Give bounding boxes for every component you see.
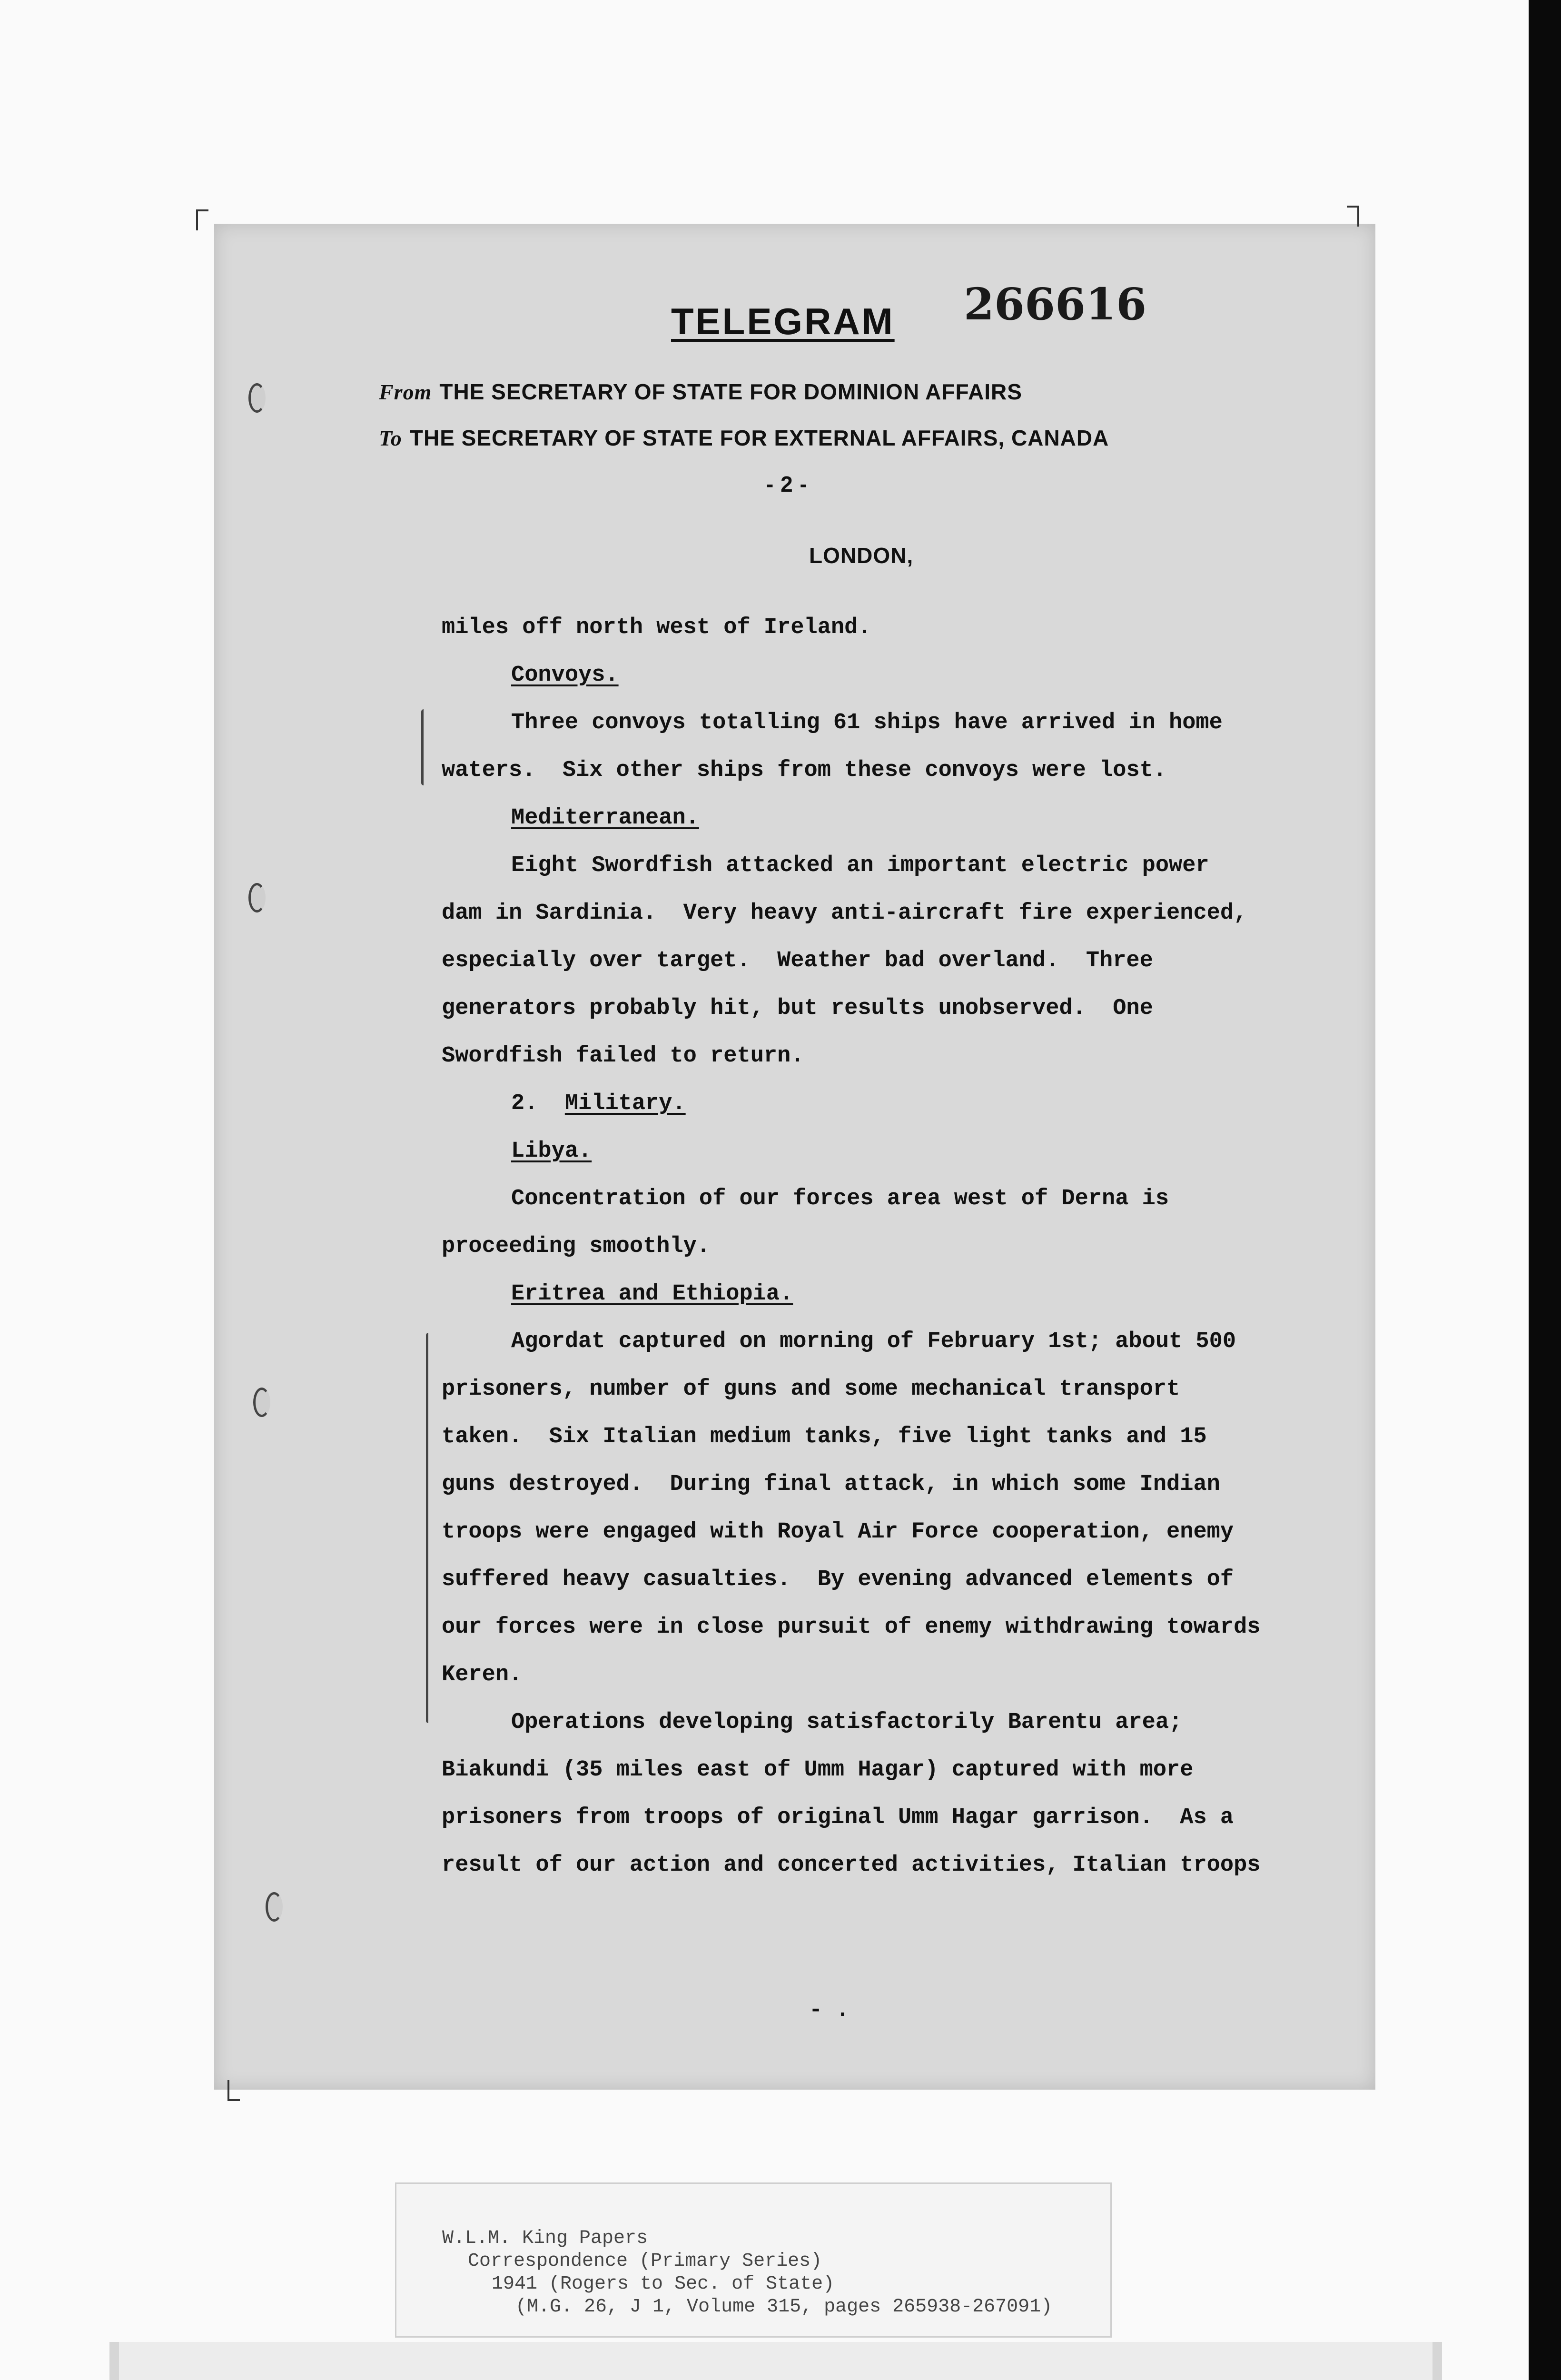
to-prefix: To bbox=[379, 426, 402, 450]
body-line: dam in Sardinia. Very heavy anti-aircraft fire experienced, bbox=[442, 901, 1247, 926]
reference-number-stamp: 266616 bbox=[964, 278, 1147, 330]
punch-hole-icon bbox=[248, 383, 266, 413]
from-prefix: From bbox=[379, 380, 432, 404]
body-line: suffered heavy casualties. By evening advanced elements of bbox=[442, 1567, 1234, 1592]
body-line: waters. Six other ships from these convoys were lost. bbox=[442, 758, 1167, 783]
crop-mark-top-right bbox=[1347, 206, 1359, 227]
body-line: prisoners from troops of original Umm Hagar garrison. As a bbox=[442, 1805, 1234, 1830]
section-heading: Convoys. bbox=[511, 663, 619, 688]
margin-bracket bbox=[426, 1333, 428, 1723]
label-line: W.L.M. King Papers bbox=[442, 2228, 648, 2249]
from-text: THE SECRETARY OF STATE FOR DOMINION AFFAIRS bbox=[439, 379, 1022, 404]
body-line: generators probably hit, but results unobserved. One bbox=[442, 996, 1153, 1021]
page-number: - 2 - bbox=[766, 472, 808, 496]
body-line: troops were engaged with Royal Air Force cooperation, enemy bbox=[442, 1519, 1234, 1545]
body-line: prisoners, number of guns and some mechanical transport bbox=[442, 1377, 1180, 1402]
numbered-section-heading bbox=[511, 1092, 686, 1115]
body-line: Three convoys totalling 61 ships have arrived in home bbox=[511, 710, 1223, 735]
body-line: Eight Swordfish attacked an important electric power bbox=[511, 853, 1209, 878]
punch-hole-icon bbox=[266, 1892, 283, 1922]
body-line: guns destroyed. During final attack, in which some Indian bbox=[442, 1472, 1220, 1497]
body-line: Keren. bbox=[442, 1662, 523, 1687]
place-line: LONDON, bbox=[809, 543, 914, 568]
body-line: our forces were in close pursuit of enemy withdrawing towards bbox=[442, 1615, 1261, 1640]
archive-reference-label bbox=[395, 2182, 1112, 2338]
body-line: proceeding smoothly. bbox=[442, 1234, 711, 1259]
body-line: taken. Six Italian medium tanks, five light tanks and 15 bbox=[442, 1424, 1207, 1449]
label-line: (M.G. 26, J 1, Volume 315, pages 265938-267091) bbox=[515, 2296, 1053, 2318]
section-heading: Mediterranean. bbox=[511, 805, 699, 831]
body-line: Concentration of our forces area west of Derna is bbox=[511, 1186, 1169, 1211]
body-line: Biakundi (35 miles east of Umm Hagar) captured with more bbox=[442, 1757, 1194, 1783]
punch-hole-icon bbox=[253, 1388, 270, 1417]
crop-mark-bottom-left bbox=[227, 2080, 240, 2101]
from-line bbox=[379, 379, 1022, 405]
footer-mark: - . bbox=[809, 1998, 850, 2023]
label-line: 1941 (Rogers to Sec. of State) bbox=[492, 2273, 835, 2295]
body-line: Swordfish failed to return. bbox=[442, 1043, 804, 1069]
body-line: Agordat captured on morning of February 1st; about 500 bbox=[511, 1329, 1236, 1354]
label-line: Correspondence (Primary Series) bbox=[468, 2251, 822, 2272]
to-line bbox=[379, 425, 1109, 451]
document-title: TELEGRAM bbox=[671, 300, 895, 342]
punch-hole-icon bbox=[248, 883, 266, 912]
crop-mark-top-left bbox=[196, 209, 208, 230]
body-line: Operations developing satisfactorily Barentu area; bbox=[511, 1710, 1183, 1735]
section-heading: Libya. bbox=[511, 1139, 592, 1164]
body-line: especially over target. Weather bad overland. Three bbox=[442, 948, 1153, 973]
section-heading: Military. bbox=[564, 1091, 686, 1116]
public-archives-plate bbox=[109, 2342, 1442, 2380]
section-heading: Eritrea and Ethiopia. bbox=[511, 1281, 793, 1307]
margin-bracket bbox=[421, 709, 424, 785]
body-line: miles off north west of Ireland. bbox=[442, 615, 871, 640]
to-text: THE SECRETARY OF STATE FOR EXTERNAL AFFAIRS, CANADA bbox=[409, 426, 1109, 450]
section-number: 2. bbox=[511, 1091, 565, 1116]
film-border bbox=[1529, 0, 1561, 2380]
body-line: result of our action and concerted activities, Italian troops bbox=[442, 1853, 1261, 1878]
